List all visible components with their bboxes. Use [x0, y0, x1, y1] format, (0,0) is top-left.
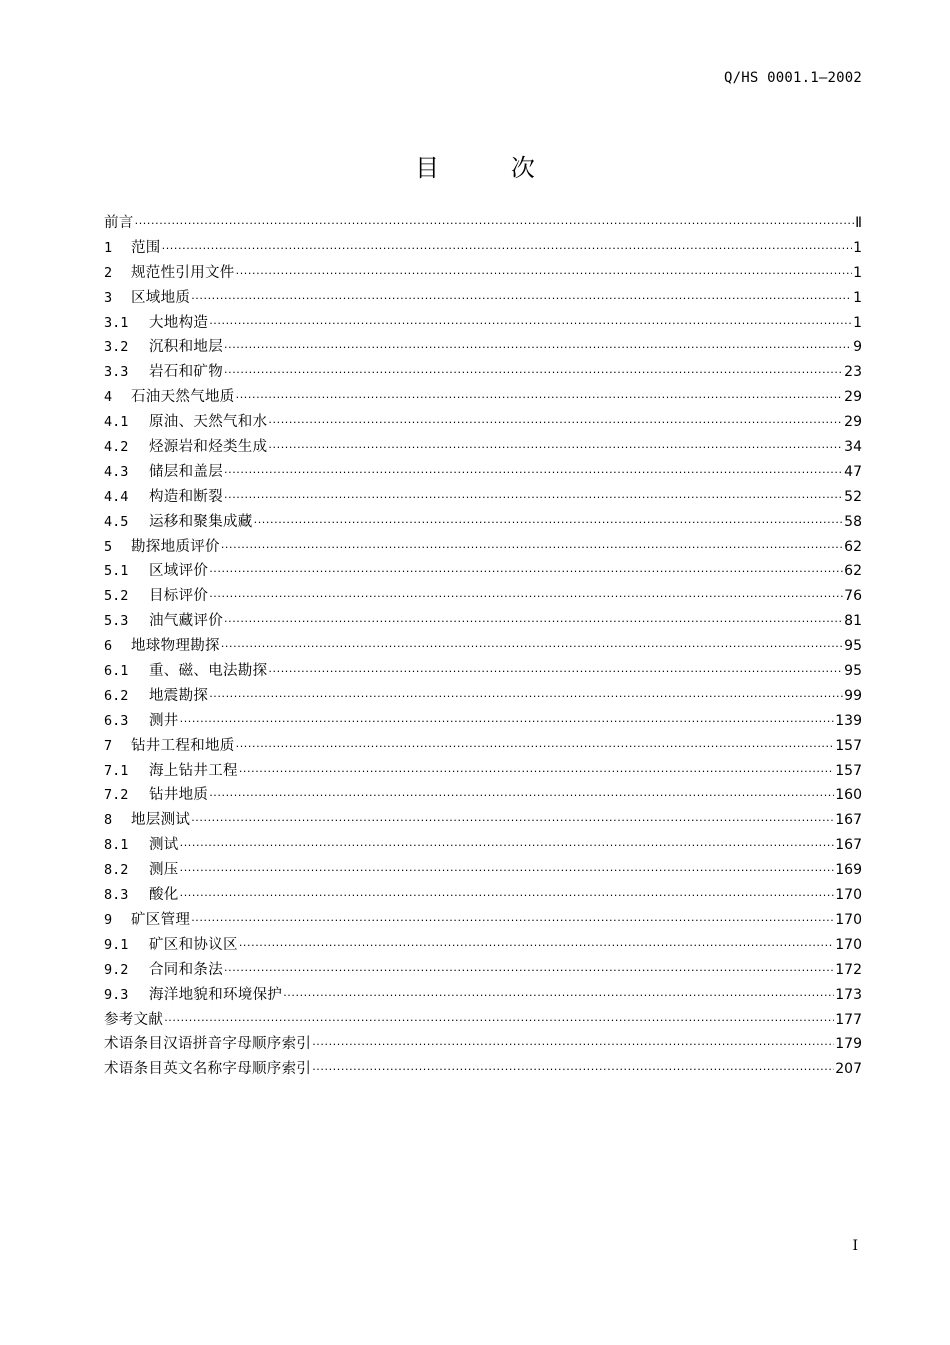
toc-entry[interactable]: [104, 709, 862, 734]
toc-entry-number: 4.1: [104, 414, 129, 431]
dot-leader: [254, 516, 844, 529]
dot-leader: [135, 217, 855, 230]
toc-entry-label: 矿区管理: [131, 911, 191, 928]
toc-entry[interactable]: [104, 734, 862, 759]
toc-entry-page: 170: [835, 887, 862, 904]
toc-entry-label: 前言: [104, 215, 134, 231]
toc-entry-label: 大地构造: [149, 314, 209, 331]
toc-entry-number: 5.3: [104, 613, 129, 630]
toc-entry[interactable]: [104, 335, 862, 360]
toc-entry[interactable]: [104, 236, 862, 261]
toc-entry-label: 地震勘探: [149, 687, 209, 704]
toc-entry-page: 170: [835, 911, 862, 928]
toc-entry-label: 参考文献: [104, 1011, 164, 1028]
toc-entry-label: 术语条目英文名称字母顺序索引: [104, 1061, 312, 1078]
toc-entry-label: 钻井工程和地质: [131, 737, 235, 754]
toc-entry-page: 157: [835, 737, 862, 754]
toc-entry-number: 6: [104, 638, 113, 655]
toc-entry-page: 157: [835, 762, 862, 779]
toc-entry[interactable]: [104, 485, 862, 510]
title-char-2: 次: [510, 154, 535, 182]
toc-entry-number: 9.1: [104, 936, 129, 953]
dot-leader: [180, 715, 835, 728]
toc-entry-label: 合同和条法: [149, 961, 223, 978]
dot-leader: [224, 366, 843, 379]
dot-leader: [268, 416, 843, 429]
toc-entry-page: 23: [844, 364, 862, 381]
toc-entry-number: 4.2: [104, 439, 129, 456]
toc-entry[interactable]: [104, 684, 862, 709]
toc-entry[interactable]: [104, 958, 862, 983]
page-number: I: [852, 1238, 858, 1254]
toc-entry-label: 测试: [149, 837, 179, 854]
toc-entry-label: 酸化: [149, 887, 179, 904]
table-of-contents: [104, 211, 862, 1082]
toc-entry[interactable]: [104, 510, 862, 535]
toc-entry-page: 167: [835, 837, 862, 854]
toc-entry-number: 7: [104, 737, 113, 754]
page-title: [0, 148, 950, 183]
toc-entry-page: 76: [844, 588, 862, 605]
toc-entry-page: 173: [835, 986, 862, 1003]
dot-leader: [239, 765, 834, 778]
toc-entry[interactable]: [104, 360, 862, 385]
dot-leader: [221, 640, 843, 653]
dot-leader: [209, 590, 843, 603]
toc-entry-label: 测压: [149, 862, 179, 879]
toc-entry-number: 1: [104, 239, 113, 256]
toc-entry-number: 3.3: [104, 364, 129, 381]
dot-leader: [191, 814, 834, 827]
toc-entry-label: 区域地质: [131, 289, 191, 306]
toc-entry-page: 62: [844, 563, 862, 580]
toc-entry-number: 4.3: [104, 463, 129, 480]
toc-entry-number: 3: [104, 289, 113, 306]
toc-entry-number: 9.3: [104, 986, 129, 1003]
toc-entry-page: 29: [844, 389, 862, 406]
toc-entry-number: 7.2: [104, 787, 129, 804]
toc-entry[interactable]: [104, 933, 862, 958]
dot-leader: [236, 740, 835, 753]
toc-entry[interactable]: [104, 435, 862, 460]
toc-entry-label: 油气藏评价: [149, 613, 223, 630]
toc-entry-page: 179: [835, 1036, 862, 1053]
toc-entry-label: 储层和盖层: [149, 463, 223, 480]
toc-entry[interactable]: [104, 211, 862, 236]
toc-entry[interactable]: [104, 609, 862, 634]
dot-leader: [191, 292, 852, 305]
toc-entry-page: 167: [835, 812, 862, 829]
toc-entry[interactable]: [104, 460, 862, 485]
dot-leader: [209, 317, 852, 330]
toc-entry-label: 重、磁、电法勘探: [149, 663, 268, 680]
toc-entry-page: 1: [853, 314, 862, 331]
toc-entry[interactable]: [104, 983, 862, 1008]
toc-entry[interactable]: [104, 261, 862, 286]
toc-entry-label: 地球物理勘探: [131, 638, 220, 655]
toc-entry-label: 岩石和矿物: [149, 364, 223, 381]
toc-entry-page: 81: [844, 613, 862, 630]
toc-entry-number: 5.2: [104, 588, 129, 605]
dot-leader: [209, 565, 843, 578]
title-char-1: 目: [415, 154, 440, 182]
toc-entry[interactable]: [104, 783, 862, 808]
toc-entry[interactable]: [104, 286, 862, 311]
toc-entry[interactable]: [104, 833, 862, 858]
toc-entry-number: 4: [104, 389, 113, 406]
toc-entry[interactable]: [104, 559, 862, 584]
toc-entry-page: 62: [844, 538, 862, 555]
toc-entry-page: 1: [853, 239, 862, 256]
toc-entry-number: 4.5: [104, 513, 129, 530]
toc-entry-page: 1: [853, 289, 862, 306]
toc-entry-number: 8.3: [104, 887, 129, 904]
toc-entry-page: 95: [844, 638, 862, 655]
toc-entry[interactable]: [104, 1057, 862, 1082]
dot-leader: [268, 665, 843, 678]
toc-entry-page: 52: [844, 488, 862, 505]
dot-leader: [180, 864, 835, 877]
toc-entry[interactable]: [104, 584, 862, 609]
toc-entry-number: 7.1: [104, 762, 129, 779]
toc-entry-number: 4.4: [104, 488, 129, 505]
toc-entry-label: 规范性引用文件: [131, 264, 235, 281]
toc-entry[interactable]: [104, 535, 862, 560]
dot-leader: [164, 1014, 834, 1027]
dot-leader: [283, 989, 834, 1002]
toc-entry-label: 构造和断裂: [149, 488, 223, 505]
toc-entry-label: 钻井地质: [149, 787, 209, 804]
toc-entry-number: 5: [104, 538, 113, 555]
toc-entry-label: 目标评价: [149, 588, 209, 605]
toc-entry-label: 原油、天然气和水: [149, 414, 268, 431]
toc-entry-label: 烃源岩和烃类生成: [149, 439, 268, 456]
dot-leader: [312, 1038, 834, 1051]
dot-leader: [180, 889, 835, 902]
toc-entry-label: 海上钻井工程: [149, 762, 238, 779]
toc-entry-page: 99: [844, 687, 862, 704]
toc-entry[interactable]: [104, 858, 862, 883]
toc-entry[interactable]: [104, 883, 862, 908]
dot-leader: [209, 690, 843, 703]
dot-leader: [221, 541, 843, 554]
toc-entry-number: 6.2: [104, 687, 129, 704]
toc-entry-number: 9: [104, 911, 113, 928]
toc-entry-number: 6.3: [104, 712, 129, 729]
dot-leader: [191, 914, 834, 927]
toc-entry-number: 3.1: [104, 314, 129, 331]
toc-entry-page: 95: [844, 663, 862, 680]
dot-leader: [224, 491, 843, 504]
toc-entry-number: 9.2: [104, 961, 129, 978]
toc-entry-label: 测井: [149, 712, 179, 729]
toc-entry-page: 47: [844, 463, 862, 480]
toc-entry-label: 勘探地质评价: [131, 538, 220, 555]
dot-leader: [209, 789, 834, 802]
toc-entry-label: 石油天然气地质: [131, 389, 235, 406]
toc-entry[interactable]: [104, 659, 862, 684]
toc-entry-label: 矿区和协议区: [149, 936, 238, 953]
toc-entry-label: 术语条目汉语拼音字母顺序索引: [104, 1036, 312, 1053]
dot-leader: [224, 466, 843, 479]
toc-entry[interactable]: [104, 1032, 862, 1057]
toc-entry[interactable]: [104, 311, 862, 336]
toc-entry-page: 29: [844, 414, 862, 431]
dot-leader: [268, 441, 843, 454]
toc-entry-page: Ⅱ: [855, 215, 862, 231]
toc-entry-number: 2: [104, 264, 113, 281]
toc-entry-page: 58: [844, 513, 862, 530]
toc-entry-page: 207: [835, 1061, 862, 1078]
toc-entry-number: 8: [104, 812, 113, 829]
toc-entry[interactable]: [104, 634, 862, 659]
toc-entry-page: 139: [835, 712, 862, 729]
toc-entry-number: 8.1: [104, 837, 129, 854]
toc-entry[interactable]: [104, 385, 862, 410]
dot-leader: [162, 242, 852, 255]
dot-leader: [224, 615, 843, 628]
toc-entry-label: 沉积和地层: [149, 339, 223, 356]
toc-entry-number: 8.2: [104, 862, 129, 879]
dot-leader: [239, 939, 834, 952]
toc-entry[interactable]: [104, 759, 862, 784]
dot-leader: [236, 391, 844, 404]
toc-entry[interactable]: [104, 1008, 862, 1033]
toc-entry-page: 160: [835, 787, 862, 804]
toc-entry-label: 运移和聚集成藏: [149, 513, 253, 530]
toc-entry-page: 9: [853, 339, 862, 356]
toc-entry-label: 海洋地貌和环境保护: [149, 986, 283, 1003]
toc-entry-page: 34: [844, 439, 862, 456]
dot-leader: [312, 1063, 834, 1076]
toc-entry-page: 169: [835, 862, 862, 879]
toc-entry-number: 6.1: [104, 663, 129, 680]
toc-entry[interactable]: [104, 808, 862, 833]
dot-leader: [180, 839, 835, 852]
toc-entry-label: 地层测试: [131, 812, 191, 829]
toc-entry-page: 170: [835, 936, 862, 953]
toc-entry-label: 范围: [131, 239, 161, 256]
dot-leader: [236, 267, 852, 280]
toc-entry-number: 5.1: [104, 563, 129, 580]
toc-entry[interactable]: [104, 410, 862, 435]
toc-entry-page: 172: [835, 961, 862, 978]
toc-entry-number: 3.2: [104, 339, 129, 356]
dot-leader: [224, 341, 852, 354]
toc-entry-page: 1: [853, 264, 862, 281]
toc-entry-page: 177: [835, 1011, 862, 1028]
document-code: Q/HS 0001.1—2002: [723, 70, 862, 86]
toc-entry-label: 区域评价: [149, 563, 209, 580]
toc-entry[interactable]: [104, 908, 862, 933]
dot-leader: [224, 964, 834, 977]
